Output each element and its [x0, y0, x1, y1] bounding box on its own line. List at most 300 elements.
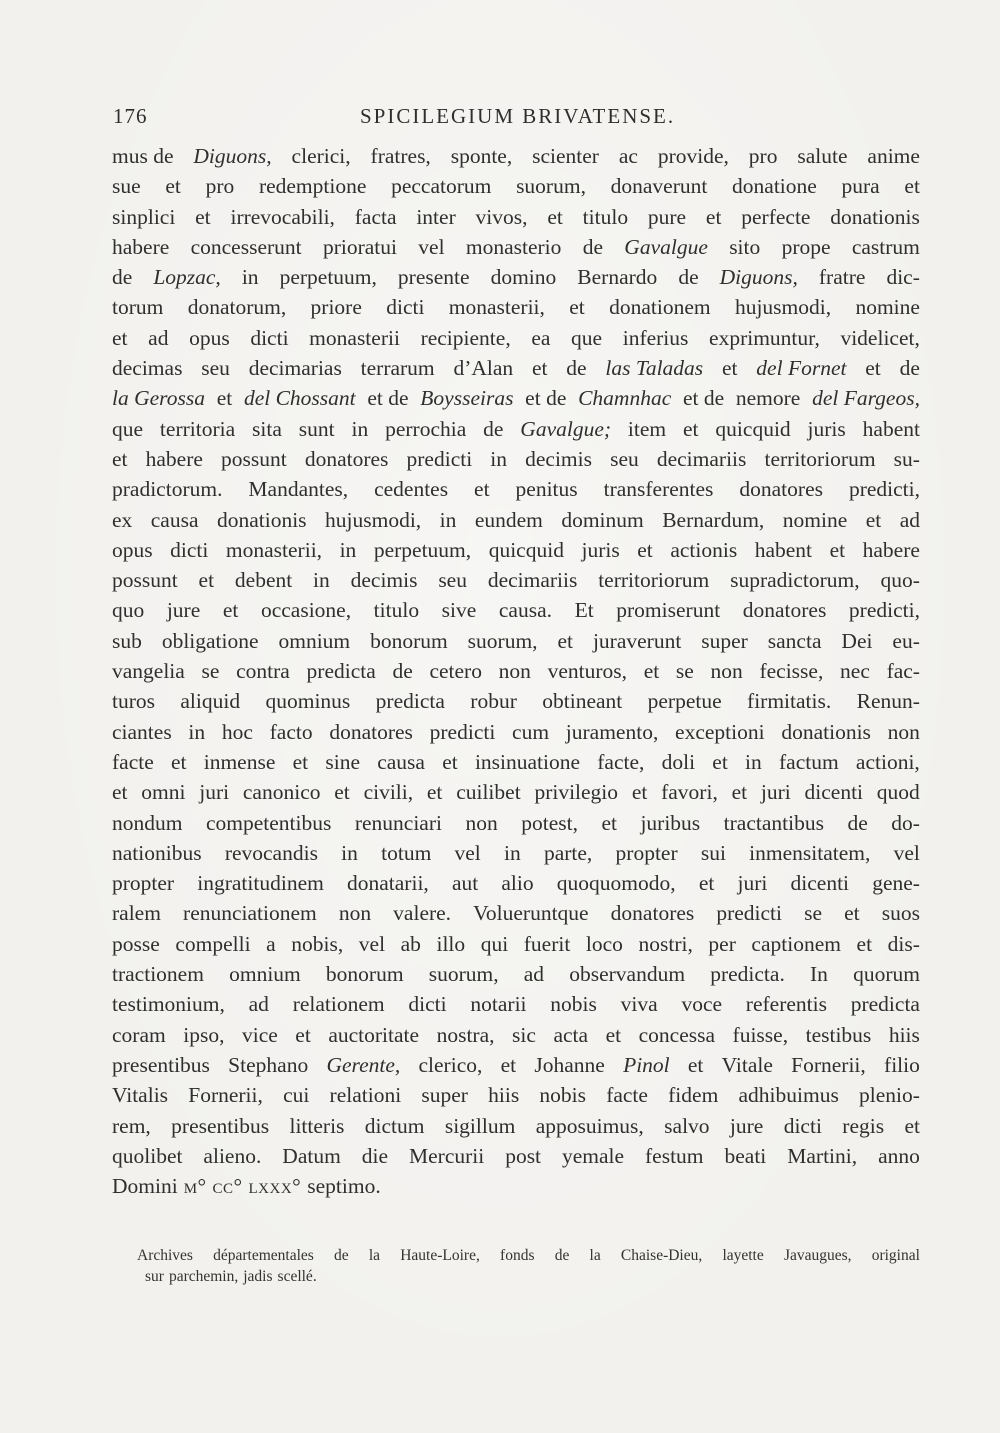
word: peccatorum [391, 174, 492, 199]
footnote-word: jadis [243, 1268, 273, 1285]
word: insinuatione [474, 749, 581, 774]
word: relationem [292, 992, 385, 1017]
word: donationis [216, 507, 307, 532]
word: donationis [830, 204, 920, 229]
word: ex [112, 507, 133, 532]
word: et de [682, 386, 725, 411]
word: perpetuum, [373, 537, 472, 562]
word: pura [841, 174, 880, 199]
word: concessa [638, 1022, 716, 1047]
footnote-word: original [871, 1247, 920, 1264]
word: sine [325, 749, 360, 774]
word: captionem [751, 931, 841, 956]
word: predicti, [848, 477, 920, 502]
word: Lopzac, [153, 265, 221, 290]
word: ciantes [112, 719, 172, 744]
text-line [112, 141, 920, 171]
word: donatores [329, 719, 413, 744]
word: monasterii, [225, 537, 323, 562]
word: Mandantes, [248, 477, 349, 502]
word: hiis [488, 1083, 520, 1108]
word: ralem [112, 901, 161, 926]
word: se [675, 659, 694, 684]
word: presentibus [112, 1052, 210, 1077]
word: provide, [657, 144, 729, 168]
word: de [899, 356, 920, 381]
word: habere [112, 234, 170, 259]
word: et [112, 780, 128, 805]
word: Diguons, [193, 144, 272, 168]
word: donatores [742, 598, 827, 623]
word: in [339, 537, 357, 562]
word: cui [283, 1083, 310, 1108]
word: et [195, 204, 211, 229]
word: nostri, [638, 931, 693, 956]
word: et [474, 477, 490, 502]
word: se [804, 901, 823, 926]
word: vangelia [112, 659, 185, 684]
word: et [705, 204, 722, 229]
word: in [745, 749, 762, 774]
word: competentibus [205, 810, 332, 835]
word: se [201, 659, 220, 684]
word: irrevocabili, [230, 204, 335, 229]
word: possunt [112, 568, 178, 593]
word: inferius [622, 325, 689, 350]
word: referentis [745, 992, 827, 1017]
word: actioni, [855, 749, 920, 774]
word: suorum, [428, 962, 499, 987]
word: et [112, 325, 128, 350]
word: suorum, [516, 174, 586, 199]
word: doli [661, 749, 696, 774]
word: auctoritate [328, 1022, 420, 1047]
word: fuisse, [732, 1022, 789, 1047]
word: litteris [289, 1113, 345, 1138]
text-line [112, 323, 920, 353]
word: quolibet [112, 1143, 183, 1168]
word: Datum [282, 1143, 341, 1168]
word: adhibuimus [738, 1083, 839, 1108]
word: cedentes [374, 477, 449, 502]
word: acta [553, 1022, 589, 1047]
word: vivos, [475, 204, 528, 229]
word: anime [867, 144, 920, 168]
word: Volueruntque [473, 901, 589, 926]
word: quo [112, 598, 145, 623]
footnote-word: parchemin, [168, 1268, 239, 1285]
word: m° cc° lxxx° [183, 1174, 302, 1199]
word: decimis [525, 446, 592, 471]
word: juribus [640, 810, 701, 835]
text-line [112, 232, 920, 262]
word: dictum [364, 1113, 425, 1138]
word: et [844, 901, 860, 926]
word: suorum, [467, 628, 538, 653]
word: pro [205, 174, 235, 199]
word: donatorum, [187, 295, 287, 320]
word: nationibus [112, 840, 202, 865]
word: predicti [429, 719, 496, 744]
word: actionis [670, 537, 738, 562]
word: habere [145, 446, 203, 471]
word: loco [585, 931, 623, 956]
word: apposuimus, [535, 1113, 644, 1138]
footnote-word: Chaise-Dieu, [620, 1247, 703, 1264]
word: territoria [159, 416, 236, 441]
word: habent [862, 416, 920, 441]
word: decimariis [487, 568, 578, 593]
word: prope [781, 234, 831, 259]
word: del Fargeos, [812, 386, 920, 411]
text-line [112, 292, 920, 322]
word: decimariis [656, 446, 747, 471]
word: hujusmodi, [325, 507, 422, 532]
word: hoc [221, 719, 253, 744]
word: factum [779, 749, 839, 774]
word: de [566, 356, 587, 381]
word: Gavalgue [624, 234, 708, 259]
text-line [112, 626, 920, 656]
word: rem, [112, 1113, 151, 1138]
word: pradictorum. [112, 477, 223, 502]
word: domino [490, 265, 557, 290]
text-line [112, 595, 920, 625]
text-line [112, 747, 920, 777]
word: de [392, 659, 413, 684]
text-line [112, 717, 920, 747]
text-line [112, 474, 920, 504]
word: aut [451, 871, 479, 896]
word: gene- [872, 871, 920, 896]
word: propter [112, 871, 175, 896]
word: quominus [265, 689, 351, 714]
word: territoriorum [764, 446, 876, 471]
word: et [601, 810, 617, 835]
word: testimonium, [112, 992, 225, 1017]
word: de [582, 234, 603, 259]
word: ad [248, 992, 269, 1017]
word: donationem [609, 295, 711, 320]
word: predicta [306, 659, 376, 684]
word: donationis [781, 719, 871, 744]
word: de [483, 416, 504, 441]
word: transferentes [603, 477, 714, 502]
word: et [531, 356, 548, 381]
word: decimas [112, 356, 183, 381]
word: promiserunt [616, 598, 721, 623]
word: sito [729, 234, 761, 259]
word: salvo [664, 1113, 710, 1138]
word: in [504, 840, 521, 865]
word: dominum [561, 507, 644, 532]
word: juri [760, 780, 791, 805]
word: juris [581, 537, 620, 562]
word: et [687, 1052, 704, 1077]
word: nec [840, 659, 870, 684]
word: voce [681, 992, 723, 1017]
word: et [698, 871, 715, 896]
text-line [112, 868, 920, 898]
text-line [112, 505, 920, 535]
body-text [112, 141, 920, 1201]
word: et [292, 749, 309, 774]
text-line [112, 898, 920, 928]
word: donatarii, [347, 871, 429, 896]
word: Domini [112, 1174, 178, 1199]
text-line [112, 202, 920, 232]
word: hujusmodi, [734, 295, 832, 320]
word: predicti, [848, 598, 920, 623]
word: donatores [739, 477, 823, 502]
word: perpetue [647, 689, 722, 714]
word: nobis, [291, 931, 344, 956]
word: et [721, 356, 738, 381]
footnote-word: layette [722, 1247, 764, 1264]
word: anno [878, 1143, 920, 1168]
word: fratres, [370, 144, 431, 168]
word: renunciari [354, 810, 442, 835]
word: yemale [561, 1143, 625, 1168]
word: posse [112, 931, 160, 956]
word: dicti [250, 325, 289, 350]
word: Gavalgue; [520, 416, 612, 441]
word: et [547, 204, 563, 229]
word: relationi [329, 1083, 402, 1108]
word: in [341, 840, 358, 865]
footnote-word: de [334, 1247, 349, 1264]
word: Diguons, [719, 265, 798, 290]
word: predicta [850, 992, 920, 1017]
word: de [678, 265, 699, 290]
word: donatione [732, 174, 817, 199]
word: et de [367, 386, 409, 411]
word: aliquid [180, 689, 241, 714]
word: hiis [888, 1022, 920, 1047]
word: vel [454, 840, 481, 865]
text-line [112, 1171, 920, 1201]
word: in [351, 416, 369, 441]
word: dic- [886, 265, 920, 290]
word: Fornerii, [791, 1052, 866, 1077]
text-line [112, 929, 920, 959]
word: inmense [203, 749, 276, 774]
word: obligatione [161, 628, 259, 653]
word: seu [201, 356, 230, 381]
word: et [198, 568, 215, 593]
word: Vitalis [112, 1083, 169, 1108]
word: eundem [474, 507, 543, 532]
word: non [887, 719, 920, 744]
word: inter [416, 204, 456, 229]
word: et [605, 1022, 622, 1047]
word: sive [441, 598, 477, 623]
word: et [295, 1022, 311, 1047]
word: quicquid [488, 537, 564, 562]
running-title: SPICILEGIUM BRIVATENSE. [360, 104, 676, 128]
word: predicti [406, 446, 473, 471]
text-line [112, 1141, 920, 1171]
word: dis- [887, 931, 920, 956]
word: Pinol [623, 1052, 670, 1077]
word: contra [236, 659, 290, 684]
word: firmitatis. [747, 689, 832, 714]
word: dicenti [804, 780, 864, 805]
word: facte, [597, 749, 645, 774]
word: quo- [880, 568, 920, 593]
word: predicti [716, 901, 783, 926]
word: donatores [304, 446, 389, 471]
word: parte, [543, 840, 593, 865]
word: in [188, 719, 206, 744]
word: sue [112, 174, 141, 199]
word: sunt [298, 416, 335, 441]
text-line [112, 171, 920, 201]
footnote-word: Archives [137, 1247, 193, 1264]
word: et [712, 749, 728, 774]
word: sancta [767, 628, 822, 653]
text-line [112, 777, 920, 807]
word: jure [729, 1113, 764, 1138]
word: redemptione [258, 174, 367, 199]
word: juramento, [565, 719, 659, 744]
word: sui [700, 840, 726, 865]
word: bonorum [370, 628, 448, 653]
word: pure [647, 204, 687, 229]
word: Martini, [787, 1143, 858, 1168]
word: occasione, [260, 598, 352, 623]
word: presente [397, 265, 470, 290]
word: notarii [470, 992, 527, 1017]
word: ac [618, 144, 638, 168]
word: opus [189, 325, 230, 350]
footnote-word: de [554, 1247, 570, 1264]
footnote-word: la [368, 1247, 381, 1264]
word: cum [512, 719, 550, 744]
word: Boysseiras [420, 386, 514, 411]
footnote-word: départementales [213, 1247, 314, 1264]
footnote-word: Javaugues, [783, 1247, 852, 1264]
word: causa. [498, 598, 552, 623]
running-head [113, 104, 903, 130]
word: torum [112, 295, 164, 320]
word: facta [354, 204, 397, 229]
word: facto [269, 719, 313, 744]
word: ad [899, 507, 920, 532]
text-line [112, 414, 920, 444]
word: non [710, 659, 743, 684]
word: Chamnhac [578, 386, 672, 411]
word: dicti [783, 1113, 822, 1138]
footnote-word: sur [145, 1268, 164, 1285]
word: omnium [229, 962, 301, 987]
word: sinplici [112, 204, 176, 229]
word: predicta [375, 689, 445, 714]
word: civili, [363, 780, 414, 805]
word: et de [525, 386, 567, 411]
word: et [865, 356, 881, 381]
word: Bernardum, [662, 507, 765, 532]
text-line [112, 444, 920, 474]
text-line [112, 262, 920, 292]
word: exceptioni [675, 719, 765, 744]
word: item [627, 416, 667, 441]
text-line [112, 1020, 920, 1050]
word: fuerit [523, 931, 571, 956]
text-line [112, 353, 920, 383]
footnote-word: la [589, 1247, 601, 1264]
word: vice [241, 1022, 278, 1047]
word: Renun- [856, 689, 920, 714]
word: et [683, 416, 699, 441]
word: seu [438, 568, 467, 593]
word: favori, [661, 780, 718, 805]
word: non [338, 901, 372, 926]
word: Dei [841, 628, 873, 653]
word: titulo [373, 598, 420, 623]
word: observandum [569, 962, 686, 987]
word: suos [881, 901, 920, 926]
word: super [421, 1083, 468, 1108]
word: opus [112, 537, 153, 562]
word: recipiente, [420, 325, 511, 350]
word: nostra, [436, 1022, 495, 1047]
word: del Fornet [756, 356, 847, 381]
word: de [847, 810, 868, 835]
footnote-line [137, 1245, 920, 1266]
word: donatores [610, 901, 695, 926]
word: in [313, 568, 330, 593]
word: regis [842, 1113, 885, 1138]
word: supradictorum, [730, 568, 860, 593]
word: habent [754, 537, 813, 562]
word: festum [645, 1143, 704, 1168]
word: monasterii, [448, 295, 545, 320]
word: penitus [515, 477, 578, 502]
word: dicti [386, 295, 425, 320]
word: Bernardo [577, 265, 658, 290]
word: compelli [175, 931, 251, 956]
word: tractionem [112, 962, 204, 987]
word: presentibus [171, 1113, 270, 1138]
word: septimo. [307, 1174, 381, 1199]
word: monasterii [309, 325, 400, 350]
word: Johanne [534, 1052, 605, 1077]
text-line [112, 1050, 920, 1080]
word: videlicet, [840, 325, 920, 350]
word: quoquomodo, [556, 871, 676, 896]
word: bonorum [325, 962, 404, 987]
word: in [241, 265, 259, 290]
word: a [266, 931, 276, 956]
word: decimis [350, 568, 418, 593]
text-line [112, 959, 920, 989]
text-line [112, 989, 920, 1019]
word: perrochia [385, 416, 467, 441]
word: facte [112, 749, 154, 774]
word: causa [377, 749, 425, 774]
word: concesserunt [190, 234, 302, 259]
word: In [809, 962, 828, 987]
word: nobis [550, 992, 597, 1017]
word: juri [737, 871, 768, 896]
word: vel [358, 931, 386, 956]
text-line [112, 535, 920, 565]
footnote [137, 1245, 920, 1287]
word: omni [141, 780, 186, 805]
word: illo [436, 931, 466, 956]
text-line [112, 656, 920, 686]
